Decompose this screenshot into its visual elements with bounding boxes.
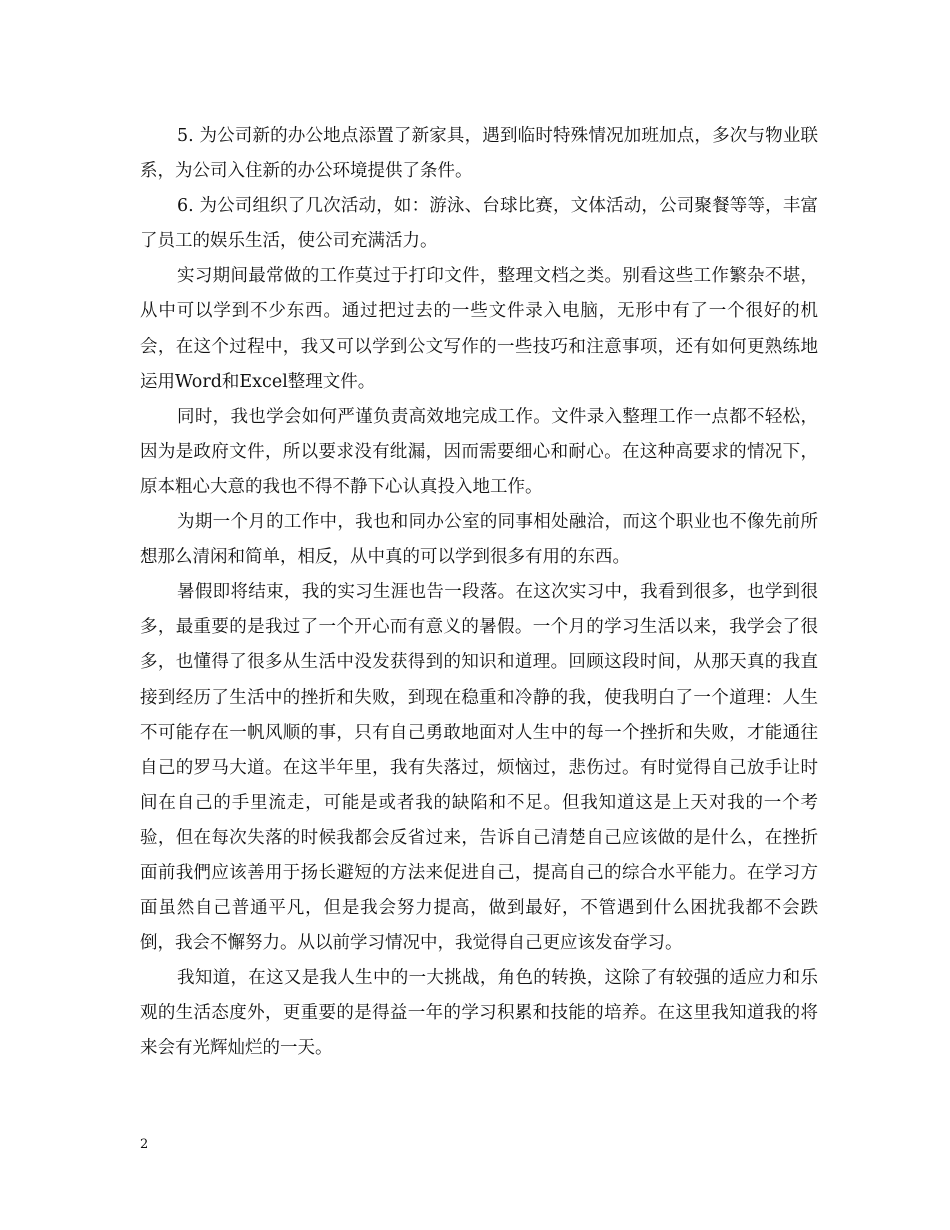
paragraph-colleagues: 为期一个月的工作中，我也和同办公室的同事相处融洽，而这个职业也不像先前所想那么清闲和简单，相反，从中真的可以学到很多有用的东西。 xyxy=(140,512,818,568)
paragraph-summer-summary: 暑假即将结束，我的实习生涯也告一段落。在这次实习中，我看到很多，也学到很多，最重要的是我过了一个开心而有意义的暑假。一个月的学习生活以来，我学会了很多，也懂得了很多从生活中没发获得到的知识和道理。回顾这段时间，从那天真的我直接到经历了生活中的挫折和失败，到现在稳重和冷静的我，使我明白了一个道理：人生不可能存在一帆风顺的事，只有自己勇敢地面对人生中的每一个挫折和失败，才能通往自己的罗马大道。在这半年里，我有失落过，烦恼过，悲伤过。有时觉得自己放手让时间在自己的手里流走，可能是或者我的缺陷和不足。但我知道这是上天对我的一个考验，但在每次失落的时候我都会反省过来，告诉自己清楚自己应该做的是什么，在挫折面前我們应该善用于扬长避短的方法来促进自己，提高自己的综合水平能力。在学习方面虽然自己普通平凡，但是我会努力提高，做到最好，不管遇到什么困扰我都不会跌倒，我会不懈努力。从以前学习情况中，我觉得自己更应该发奋学习。 xyxy=(140,582,818,954)
paragraph-item-6: 6. 为公司组织了几次活动，如：游泳、台球比赛，文体活动，公司聚餐等等，丰富了员工的娱乐生活，使公司充满活力。 xyxy=(140,196,818,252)
paragraph-conclusion: 我知道，在这又是我人生中的一大挑战，角色的转换，这除了有较强的适应力和乐观的生活态度外，更重要的是得益一年的学习积累和技能的培养。在这里我知道我的将来会有光辉灿烂的一天。 xyxy=(140,968,818,1059)
paragraph-internship-work: 实习期间最常做的工作莫过于打印文件，整理文档之类。别看这些工作繁杂不堪，从中可以学到不少东西。通过把过去的一些文件录入电脑，无形中有了一个很好的机会，在这个过程中，我又可以学到公文写作的一些技巧和注意事项，还有如何更熟练地运用Word和Excel整理文件。 xyxy=(140,266,818,392)
paragraph-rigorous-work: 同时，我也学会如何严谨负责高效地完成工作。文件录入整理工作一点都不轻松，因为是政府文件，所以要求没有纰漏，因而需要细心和耐心。在这种高要求的情况下，原本粗心大意的我也不得不静下心认真投入地工作。 xyxy=(140,406,818,497)
paragraph-item-5: 5. 为公司新的办公地点添置了新家具，遇到临时特殊情况加班加点，多次与物业联系，为公司入住新的办公环境提供了条件。 xyxy=(140,126,818,182)
document-body xyxy=(140,119,818,1067)
page-number: 2 xyxy=(140,1137,149,1152)
